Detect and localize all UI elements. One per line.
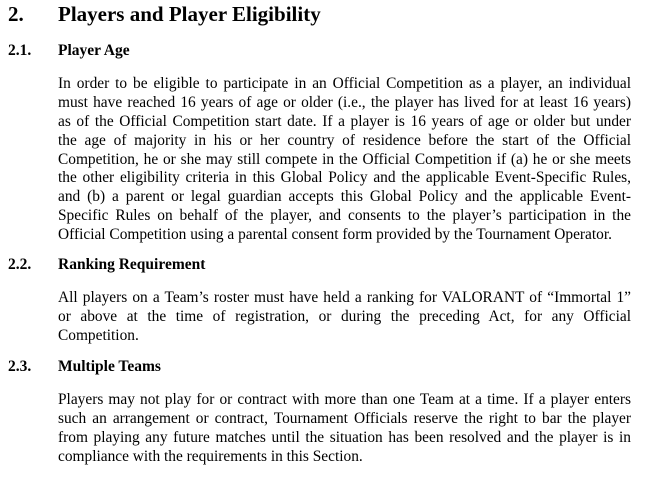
paragraph-line: and (b) a parent or legal guardian accepts this Global Policy and the applicable Event- [58, 188, 631, 206]
subsection-number: 2.3. [8, 358, 32, 375]
paragraph-ranking-requirement [58, 289, 631, 346]
paragraph-line: from playing any future matches until the situation has been resolved and the player is in [58, 428, 631, 446]
paragraph-line: as of the Official Competition start date. If a player is 16 years of age or older but under [58, 112, 631, 130]
paragraph-line: or above at the time of registration, or during the preceding Act, for any Official [58, 307, 631, 325]
paragraph-line: Players may not play for or contract with more than one Team at a time. If a player enters [58, 391, 631, 408]
section-number: 2. [8, 2, 24, 26]
paragraph-line: All players on a Team’s roster must have held a ranking for VALORANT of “Immortal 1” [58, 289, 631, 306]
subsection-title: Multiple Teams [58, 358, 161, 375]
paragraph-line: In order to be eligible to participate in an Official Competition as a player, an individual [58, 75, 631, 92]
subsection-title: Player Age [58, 42, 130, 59]
subsection-number: 2.2. [8, 256, 32, 273]
paragraph-line: Competition, he or she may still compete in the Official Competition if (a) he or she meets [58, 150, 631, 168]
paragraph-multiple-teams [58, 391, 631, 467]
section-title: Players and Player Eligibility [58, 2, 321, 26]
subsection-number: 2.1. [8, 42, 32, 59]
paragraph-line: Competition. [58, 326, 139, 344]
paragraph-line: compliance with the requirements in this Section. [58, 447, 363, 465]
paragraph-line: Official Competition using a parental consent form provided by the Tournament Operator. [58, 226, 612, 244]
paragraph-line: Specific Rules on behalf of the player, and consents to the player’s participation in the [58, 207, 631, 225]
paragraph-line: the other eligibility criteria in this Global Policy and the applicable Event-Specific Rules, [58, 169, 631, 187]
paragraph-line: must have reached 16 years of age or older (i.e., the player has lived for at least 16 years) [58, 93, 631, 111]
paragraph-line: the age of majority in his or her country of residence before the start of the Official [58, 131, 631, 149]
paragraph-line: such an arrangement or contract, Tournament Officials reserve the right to bar the player [58, 409, 631, 427]
subsection-title: Ranking Requirement [58, 256, 206, 273]
paragraph-player-age [58, 75, 631, 245]
